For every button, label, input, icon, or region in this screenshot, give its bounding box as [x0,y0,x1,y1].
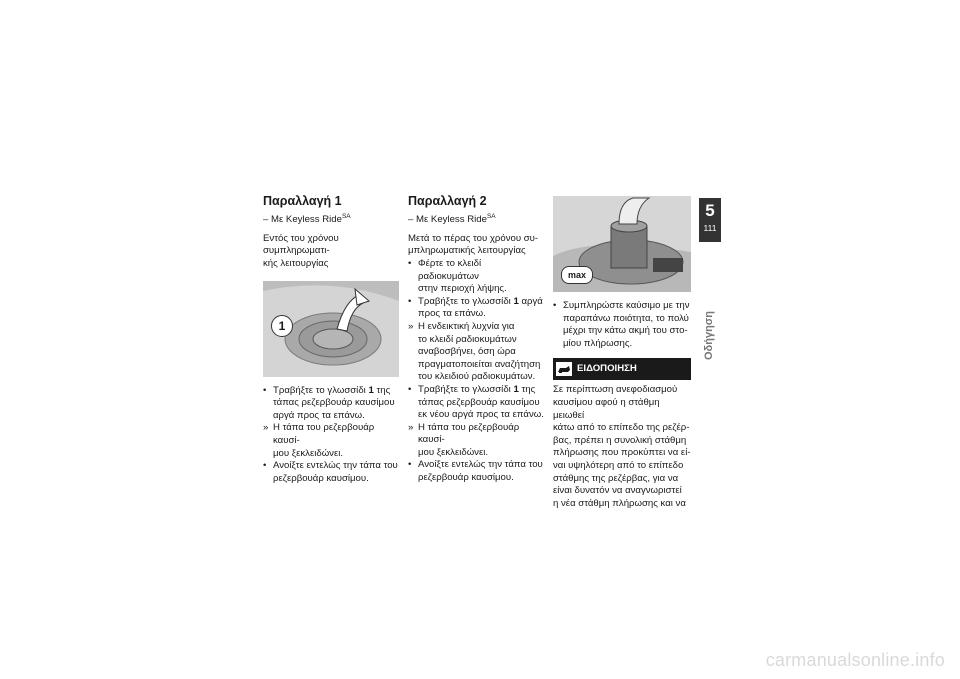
vehicle-warning-icon [556,362,572,376]
list-item: • Ανοίξτε εντελώς την τάπα του ρεζερβουάρ καυσίμου. [263,460,398,484]
variant-2-heading: Παραλλαγή 2 [408,194,487,208]
list-item: • Ανοίξτε εντελώς την τάπα του ρεζερβουάρ καυσίμου. [408,459,543,484]
variant-1-heading: Παραλλαγή 1 [263,194,342,208]
figure-callout-1: 1 [271,315,293,337]
max-level-label: max [561,266,593,284]
column-variant-2 [408,194,544,485]
column-refuel [553,194,691,510]
list-item: • Τραβήξτε το γλωσσίδι 1 της τάπας ρεζερβουάρ καυσίμου αργά προς τα επάνω. [263,384,395,421]
chapter-number: 5 [705,201,715,220]
fuel-filler-figure [553,196,691,292]
notice-title: ΕΙΔΟΠΟΙΗΣΗ [577,363,637,375]
watermark: carmanualsonline.info [765,650,945,670]
fuel-cap-figure [263,281,399,377]
page-number: 111 [703,223,717,233]
variant-2-subtitle: – Με Keyless Ride$^{SA}$ [408,213,496,226]
list-item: • Τραβήξτε το γλωσσίδι 1 αργά προς τα επάνω. [408,295,543,320]
variant-2-steps [408,258,544,485]
section-side-label: Οδήγηση [703,310,715,360]
list-item: » Η τάπα του ρεζερβουάρ καυσί- μου ξεκλειδώνει. [408,421,520,458]
notice-banner [553,358,691,380]
chapter-tab [699,198,721,242]
refuel-steps [553,300,691,350]
column-variant-1 [263,194,399,485]
list-item: • Συμπληρώστε καύσιμο με την παραπάνω ποιότητα, το πολύ μέχρι την κάτω ακμή του στο- μίου πλήρωσης. [553,300,690,349]
variant-1-intro: Εντός του χρόνου συμπληρωματι- κής λειτουργίας [263,232,339,269]
list-item: » Η ενδεικτική λυχνία για το κλειδί ραδιοκυμάτων αναβοσβήνει, όση ώρα πραγματοποιείται αναζήτηση του κλειδιού ραδιοκυμάτων. [408,320,541,383]
list-item: • Τραβήξτε το γλωσσίδι 1 της τάπας ρεζερβουάρ καυσίμου εκ νέου αργά προς τα επάνω. [408,383,544,421]
variant-1-steps [263,385,399,486]
variant-1-subtitle: – Με Keyless Ride$^{SA}$ [263,213,351,226]
variant-2-intro: Μετά το πέρας του χρόνου συ- μπληρωματικής λειτουργίας [408,232,539,257]
list-item: • Φέρτε το κλειδί ραδιοκυμάτων στην περιοχή λήψης. [408,257,507,295]
notice-text: Σε περίπτωση ανεφοδιασμού καυσίμου αφού η στάθμη μειωθεί κάτω από το επίπεδο της ρεζέρ- βας, πρέπει η συνολική στάθμη πλήρωσης που προκύπτει να εί- ναι υψηλότερη από το επίπεδο στάθμης της ρεζέρβας, για να είναι δυνατόν να αναγνωριστεί η νέα στάθμη πλήρωσης και να [553,384,691,509]
list-item: » Η τάπα του ρεζερβουάρ καυσί- μου ξεκλειδώνει. [263,422,375,459]
